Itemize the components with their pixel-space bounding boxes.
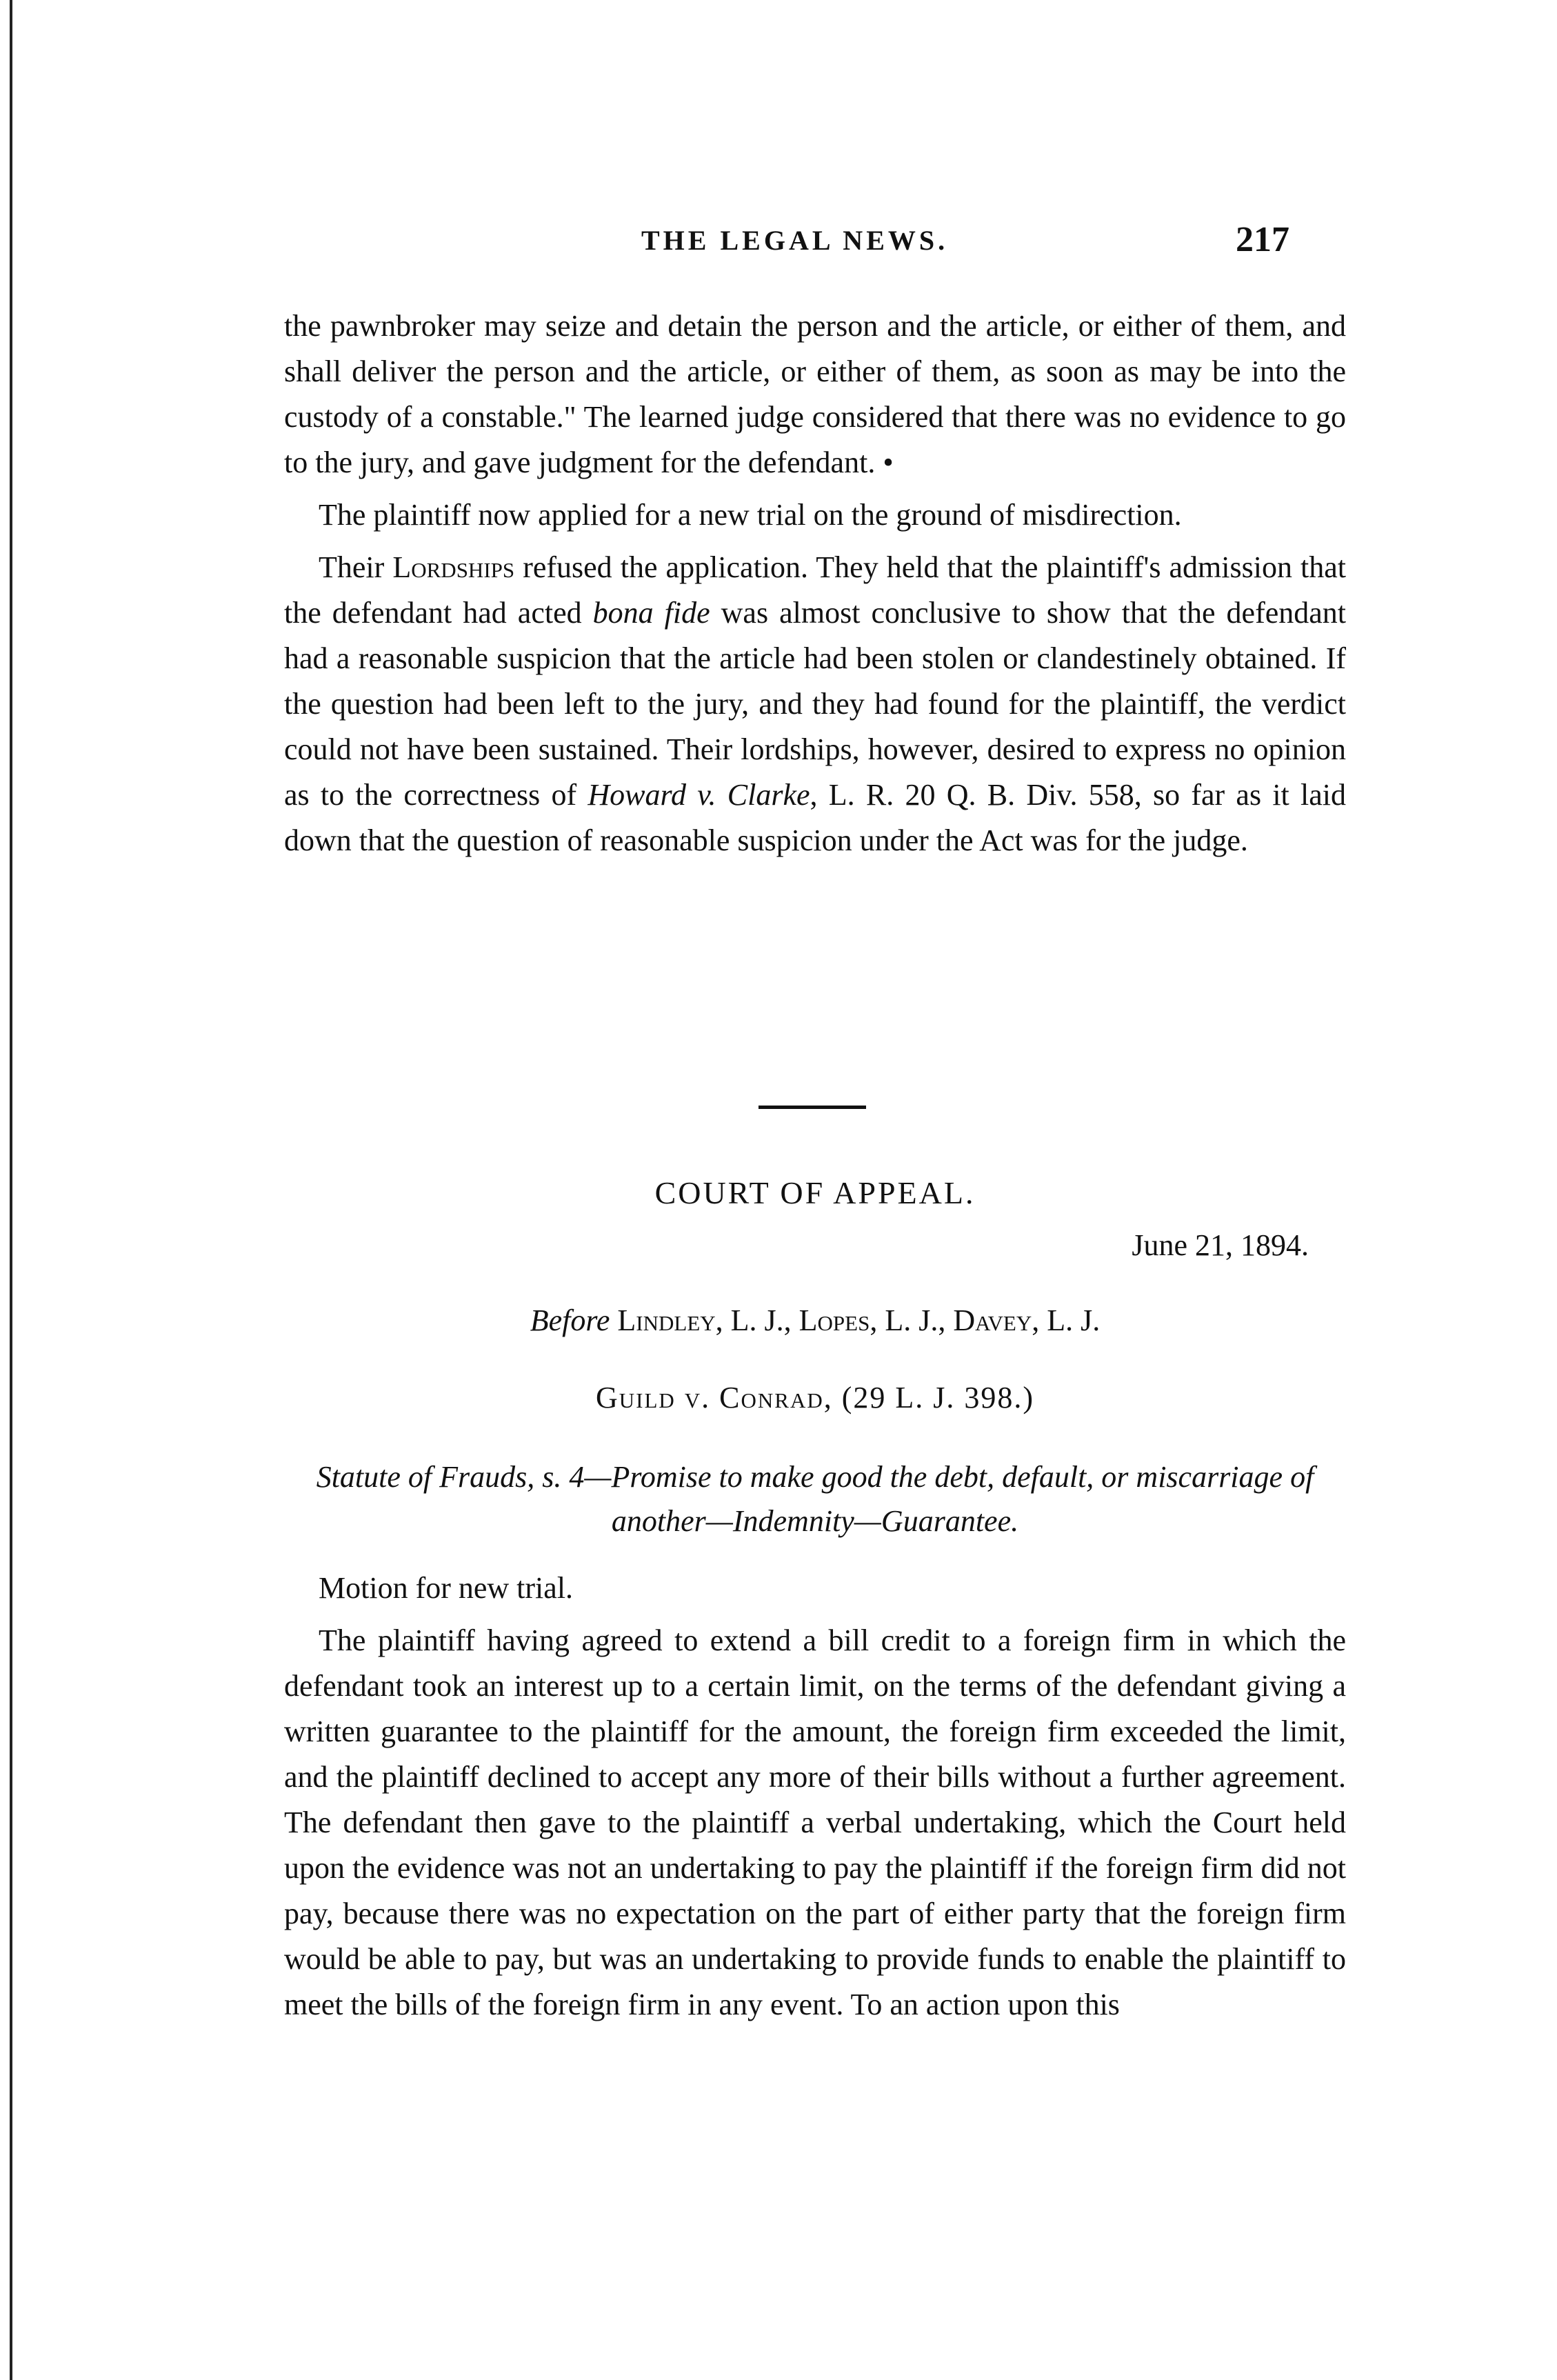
section-divider-rule bbox=[759, 1106, 866, 1109]
holding-text-start: Their bbox=[319, 550, 393, 584]
judges-line bbox=[284, 1300, 1346, 1341]
page-edge-line bbox=[10, 0, 12, 2380]
judges-names: Lindley, L. J., Lopes, L. J., Davey, L. J. bbox=[610, 1303, 1101, 1337]
paragraph-lordships-holding bbox=[284, 545, 1346, 863]
headnote: Statute of Frauds, s. 4—Promise to make good the debt, default, or miscarriage of another—Indemnity—Guarantee. bbox=[316, 1460, 1314, 1538]
court-title: COURT OF APPEAL. bbox=[654, 1175, 976, 1210]
paragraph-statute-quote: the pawnbroker may seize and detain the person and the article, or either of them, and shall deliver the person and the article, or either of them, as soon as may be into the custody of a constable." The learned judge considered that there was no evidence to go to the jury, and gave judgment for the defendant. • bbox=[284, 309, 1346, 479]
lordships-term: Lordships bbox=[392, 550, 515, 584]
bona-fide-term: bona fide bbox=[592, 596, 710, 630]
journal-title: THE LEGAL NEWS. bbox=[641, 225, 949, 256]
paragraph-motion-misdirection: The plaintiff now applied for a new trial on the ground of misdirection. bbox=[319, 498, 1182, 532]
top-text-column bbox=[284, 303, 1346, 870]
paragraph-motion: Motion for new trial. bbox=[319, 1571, 574, 1605]
decision-date: June 21, 1894. bbox=[1132, 1228, 1309, 1262]
holding-text-cont: was almost conclusive to show that the defendant had a reasonable suspicion that the article had been stolen or clandestinely obtained. If the question had been left to the jury, and they had found for the plaintiff, the verdict could not have been sustained. Their lordships, however, desired to express no opinion as to the correctness of bbox=[284, 596, 1347, 812]
cited-case-name: Howard v. Clarke bbox=[587, 778, 810, 812]
page-number: 217 bbox=[1236, 220, 1289, 259]
holding-text-mid: refused the application. They held that the plaintiff's admission that the defendant had acted bbox=[284, 550, 1346, 630]
before-word: Before bbox=[530, 1303, 610, 1337]
case-name: Guild v. Conrad, (29 L. J. 398.) bbox=[595, 1381, 1035, 1414]
paragraph-facts: The plaintiff having agreed to extend a bill credit to a foreign firm in which the defendant took an interest up to a certain limit, on the terms of the defendant giving a written guarantee to the plaintiff for the amount, the foreign firm exceeded the limit, and the plaintiff declined to accept any more of their bills without a further agreement. The defendant then gave to the plaintiff a verbal undertaking, which the Court held upon the evidence was not an undertaking to pay the plaintiff if the foreign firm did not pay, because there was no expectation on the part of either party that the foreign firm would be able to pay, but was an undertaking to provide funds to enable the plaintiff to meet the bills of the foreign firm in any event. To an action upon this bbox=[284, 1623, 1346, 2021]
holding-text-end: , L. R. 20 Q. B. Div. 558, so far as it laid down that the question of reasonable suspicion under the Act was for the judge. bbox=[284, 778, 1346, 857]
bottom-text-column bbox=[284, 1566, 1346, 2034]
